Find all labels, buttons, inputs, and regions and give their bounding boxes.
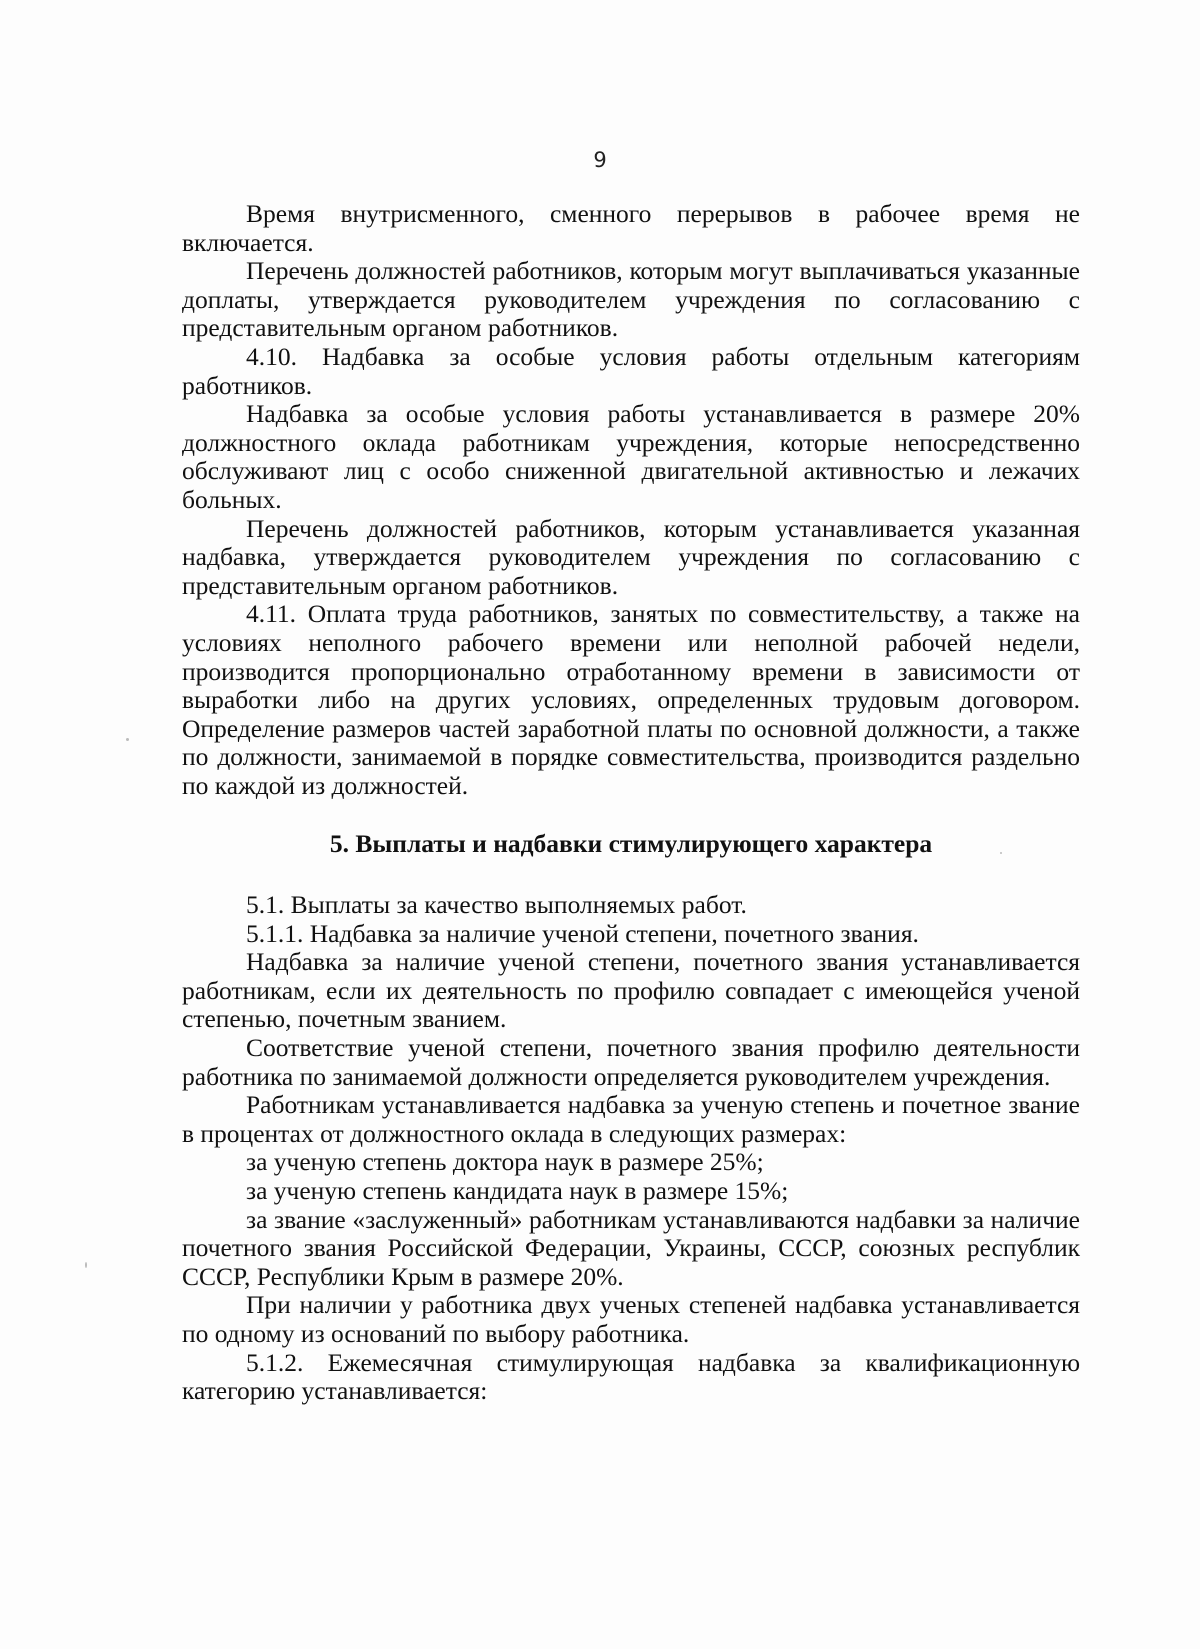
page-number: 9 bbox=[593, 148, 607, 172]
paragraph: 5.1.2. Ежемесячная стимулирующая надбавка за квалификационную категорию устанавливается: bbox=[182, 1347, 1080, 1406]
paragraph: 4.10. Надбавка за особые условия работы отдельным категориям работников. bbox=[182, 341, 1080, 400]
scan-speck bbox=[1000, 852, 1002, 854]
list-item: за ученую степень кандидата наук в размере 15%; bbox=[246, 1176, 789, 1205]
paragraph: Соответствие ученой степени, почетного звания профилю деятельности работника по занимаемой должности определяется руководителем учреждения. bbox=[182, 1033, 1080, 1091]
paragraph: Работникам устанавливается надбавка за ученую степень и почетное звание в процентах от должностного оклада в следующих размерах: bbox=[182, 1090, 1080, 1148]
document-body bbox=[182, 200, 1080, 1406]
paragraph: Перечень должностей работников, которым устанавливается указанная надбавка, утверждается руководителем учреждения по согласованию с представительным органом работников. bbox=[182, 513, 1080, 600]
paragraph: При наличии у работника двух ученых степеней надбавка устанавливается по одному из оснований по выбору работника. bbox=[182, 1290, 1080, 1348]
paragraph: 5.1. Выплаты за качество выполняемых работ. bbox=[246, 890, 747, 920]
paragraph: 5.1.1. Надбавка за наличие ученой степени, почетного звания. bbox=[246, 918, 919, 948]
scan-speck bbox=[126, 738, 129, 741]
paragraph: Надбавка за особые условия работы устанавливается в размере 20% должностного оклада работникам учреждения, которые непосредственно обслуживают лиц с особо сниженной двигательной активностью и лежачих больных. bbox=[182, 399, 1080, 514]
paragraph: Время внутрисменного, сменного перерывов в рабочее время не включается. bbox=[182, 199, 1080, 257]
list-item: за звание «заслуженный» работникам устанавливаются надбавки за наличие почетного звания Российской Федерации, Украины, СССР, союзных республик СССР, Республики Крым в размере 20%. bbox=[182, 1204, 1080, 1291]
paragraph: Надбавка за наличие ученой степени, почетного звания устанавливается работникам, если их деятельность по профилю совпадает с имеющейся ученой степенью, почетным званием. bbox=[182, 947, 1080, 1034]
paragraph: 4.11. Оплата труда работников, занятых по совместительству, а также на условиях неполного рабочего времени или неполной рабочей недели, производится пропорционально отработанному времени в зависимости от выработки либо на других условиях, определенных трудовым договором. Определение размеров частей заработной платы по основной должности, а также по должности, занимаемой в порядке совместительства, производится раздельно по каждой из должностей. bbox=[182, 599, 1080, 800]
paragraph: Перечень должностей работников, которым могут выплачиваться указанные доплаты, утверждается руководителем учреждения по согласованию с представительным органом работников. bbox=[182, 256, 1080, 343]
list-item: за ученую степень доктора наук в размере 25%; bbox=[246, 1147, 764, 1177]
scan-speck bbox=[85, 1262, 87, 1268]
section-heading: 5. Выплаты и надбавки стимулирующего характера bbox=[329, 829, 933, 859]
